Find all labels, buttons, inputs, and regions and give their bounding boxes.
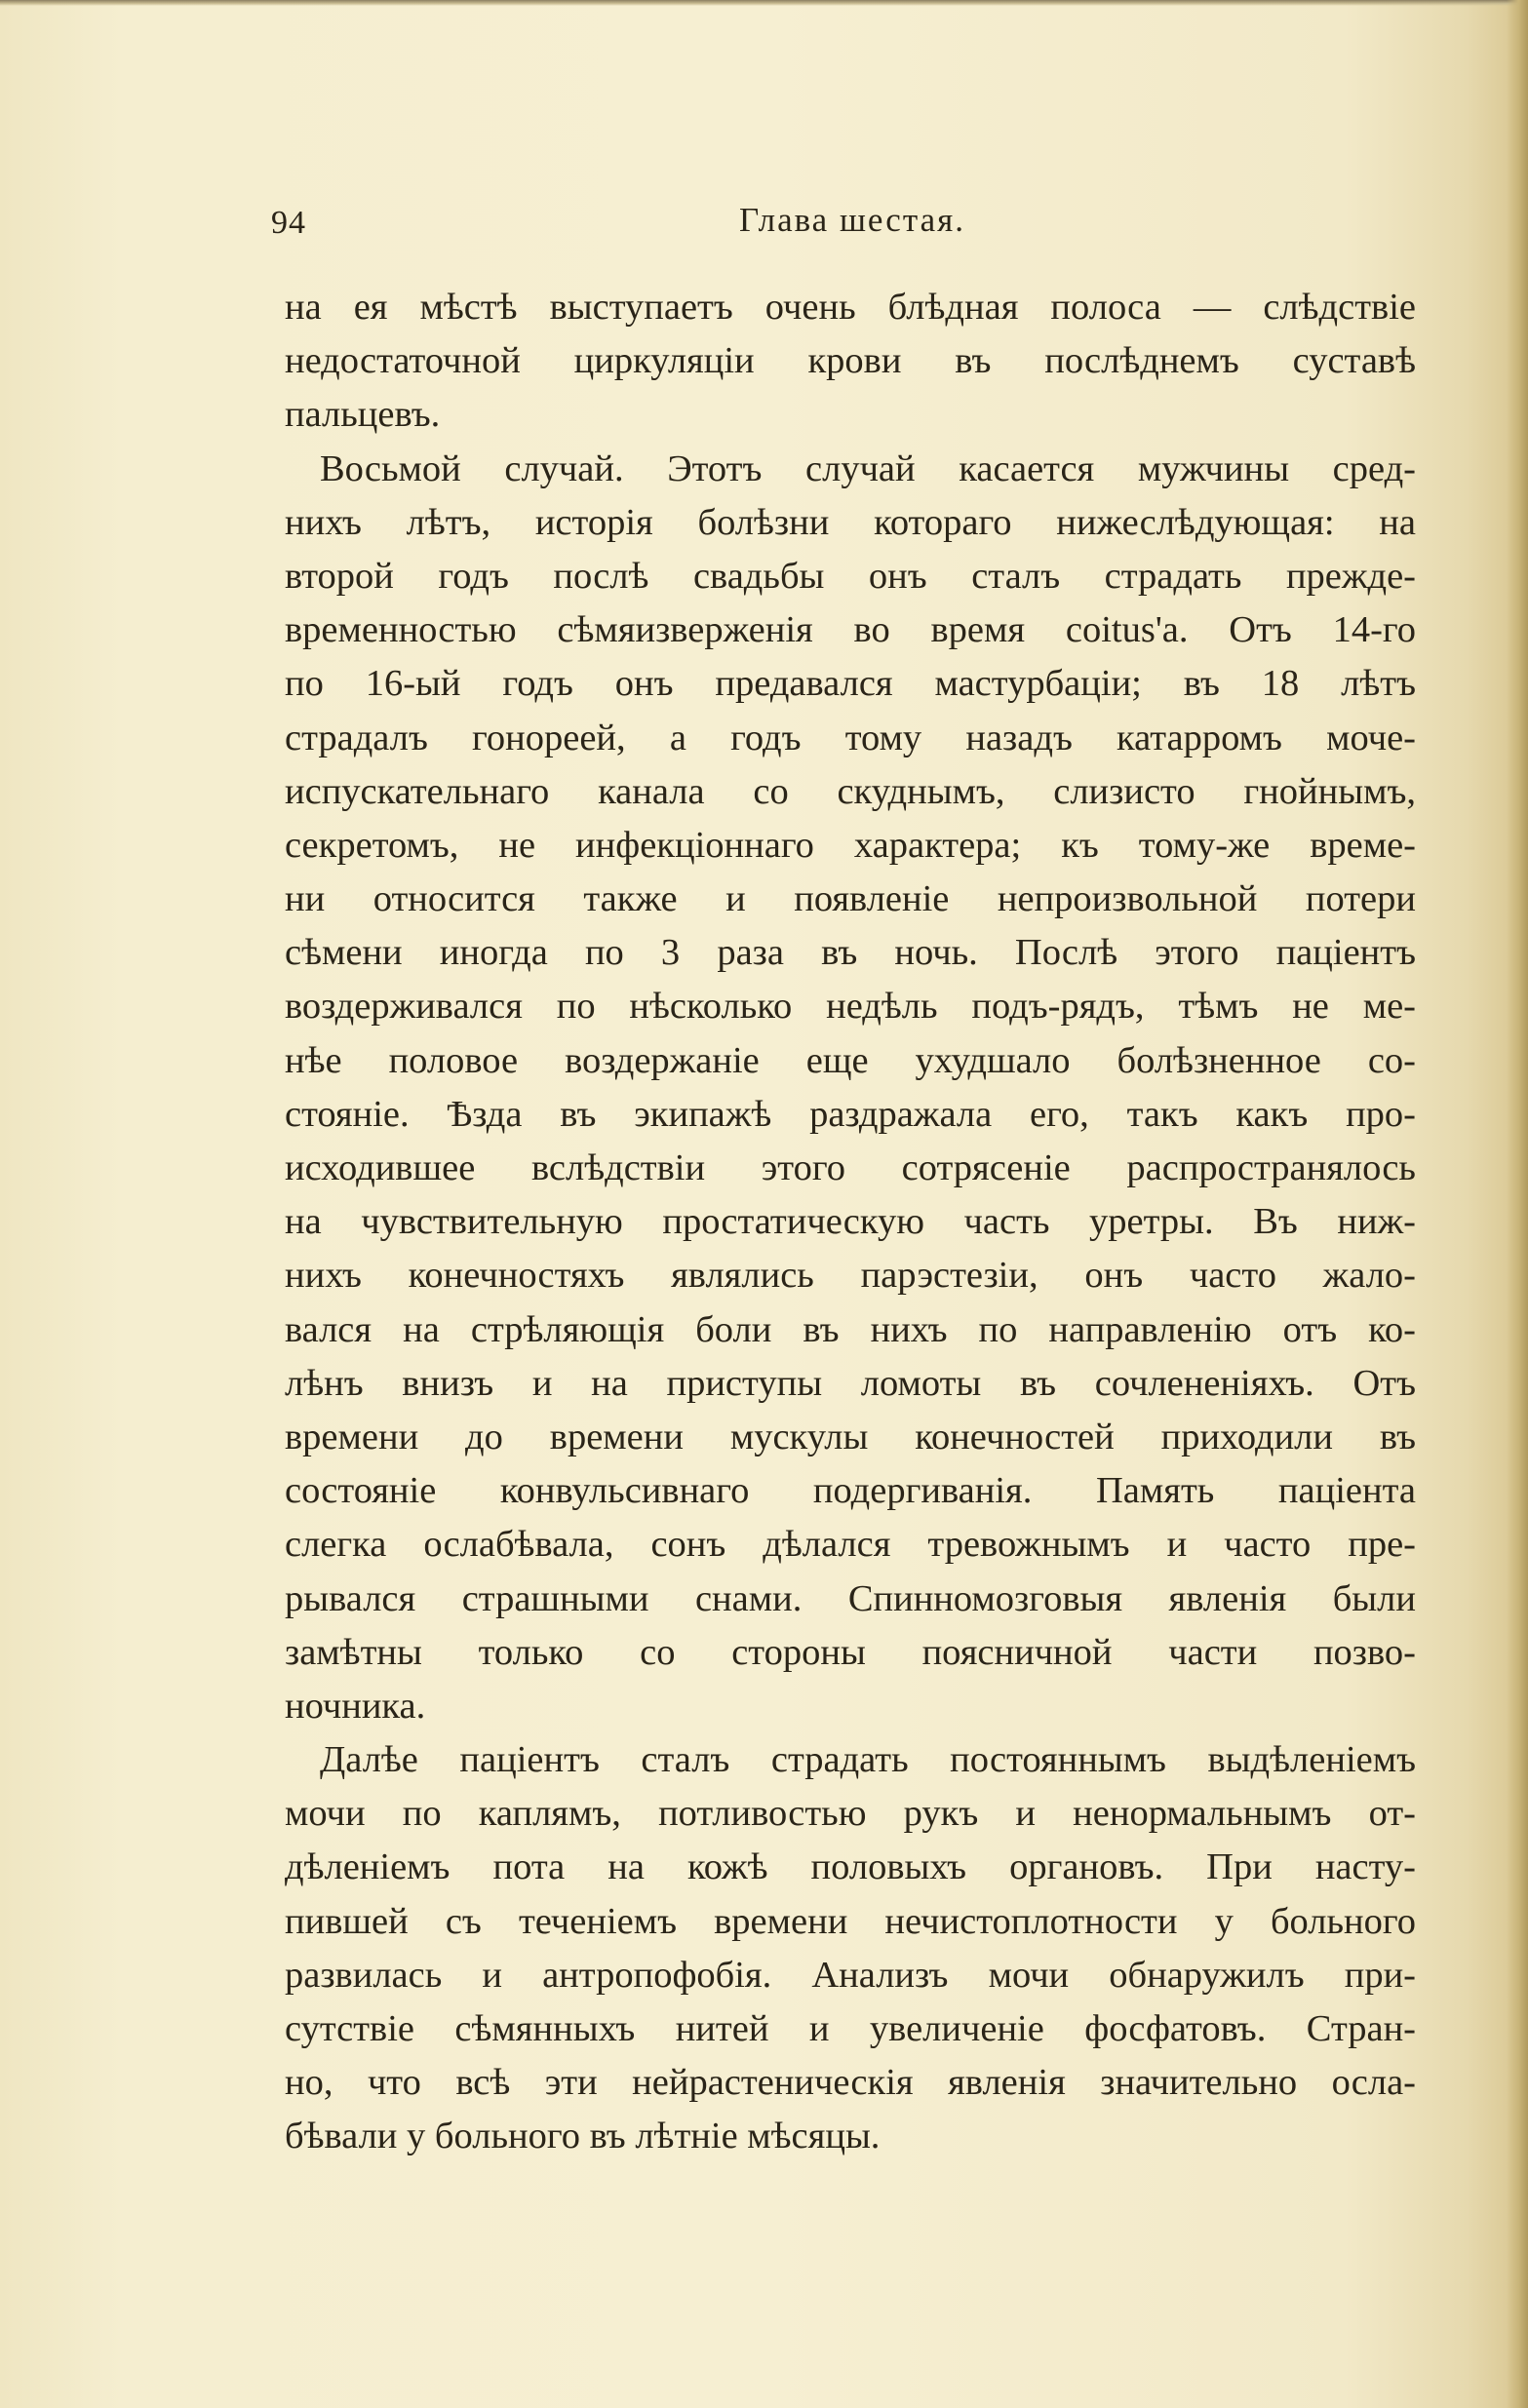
text-line: времени до времени мускулы конечностей приходили въ [285,1416,1416,1457]
text-line: замѣтны только со стороны поясничной части позво- [285,1631,1416,1673]
text-line: пальцевъ. [285,394,441,436]
text-line: нихъ лѣтъ, исторія болѣзни котораго нижеслѣдующая: на [285,501,1416,543]
text-line: на ея мѣстѣ выступаетъ очень блѣдная полоса — слѣдствіе [285,287,1416,328]
text-line: испускательнаго канала со скуднымъ, слизисто гнойнымъ, [285,770,1416,812]
text-line: слегка ослабѣвала, сонъ дѣлался тревожнымъ и часто пре- [285,1524,1416,1566]
body-text [285,281,1416,2164]
text-line: второй годъ послѣ свадьбы онъ сталъ страдать прежде- [285,555,1416,597]
text-line: Восьмой случай. Этотъ случай касается мужчины сред- [320,447,1416,489]
text-line: недостаточной циркуляціи крови въ послѣднемъ суставѣ [285,340,1416,382]
page-number: 94 [271,205,306,241]
text-line: но, что всѣ эти нейрастеническія явленія значительно осла- [285,2062,1416,2104]
page-right-edge [1507,0,1528,2408]
page-top-edge [0,0,1528,6]
text-line: состояніе конвульсивнаго подергиванія. Память паціента [285,1470,1416,1512]
text-line: нѣе половое воздержаніе еще ухудшало болѣзненное со- [285,1039,1416,1081]
text-line: развилась и антропофобія. Анализъ мочи обнаружилъ при- [285,1954,1416,1996]
text-line: дѣленіемъ пота на кожѣ половыхъ органовъ. При насту- [285,1846,1416,1888]
text-line: Далѣе паціентъ сталъ страдать постояннымъ выдѣленіемъ [320,1739,1416,1781]
text-line: на чувствительную простатическую часть уретры. Въ ниж- [285,1201,1416,1243]
text-line: секретомъ, не инфекціоннаго характера; къ тому-же време- [285,824,1416,866]
text-line: сѣмени иногда по 3 раза въ ночь. Послѣ этого паціентъ [285,932,1416,974]
text-line: ни относится также и появленіе непроизвольной потери [285,878,1416,920]
text-line: сутствіе сѣмянныхъ нитей и увеличеніе фосфатовъ. Стран- [285,2008,1416,2049]
text-line: пившей съ теченіемъ времени нечистоплотности у больного [285,1900,1416,1942]
text-line: страдалъ гонореей, а годъ тому назадъ катарромъ моче- [285,717,1416,758]
text-line: ночника. [285,1685,426,1727]
running-head: Глава шестая. [739,201,965,239]
text-line: лѣнъ внизъ и на приступы ломоты въ сочлененіяхъ. Отъ [285,1362,1416,1404]
text-line: бѣвали у больного въ лѣтніе мѣсяцы. [285,2116,881,2157]
text-line: рывался страшными снами. Спинномозговыя явленія были [285,1577,1416,1619]
text-line: стояніе. Ѣзда въ экипажѣ раздражала его, такъ какъ про- [285,1093,1416,1135]
text-line: вался на стрѣляющія боли въ нихъ по направленію отъ ко- [285,1308,1416,1350]
text-line: временностью сѣмяизверженія во время coitus'а. Отъ 14-го [285,609,1416,651]
text-line: нихъ конечностяхъ являлись парэстезіи, онъ часто жало- [285,1255,1416,1297]
text-line: по 16-ый годъ онъ предавался мастурбаціи; въ 18 лѣтъ [285,663,1416,705]
page-header [271,195,1422,253]
text-line: мочи по каплямъ, потливостью рукъ и ненормальнымъ от- [285,1793,1416,1835]
text-line: воздерживался по нѣсколько недѣль подъ-рядъ, тѣмъ не ме- [285,986,1416,1028]
text-line: исходившее вслѣдствіи этого сотрясеніе распространялось [285,1147,1416,1188]
